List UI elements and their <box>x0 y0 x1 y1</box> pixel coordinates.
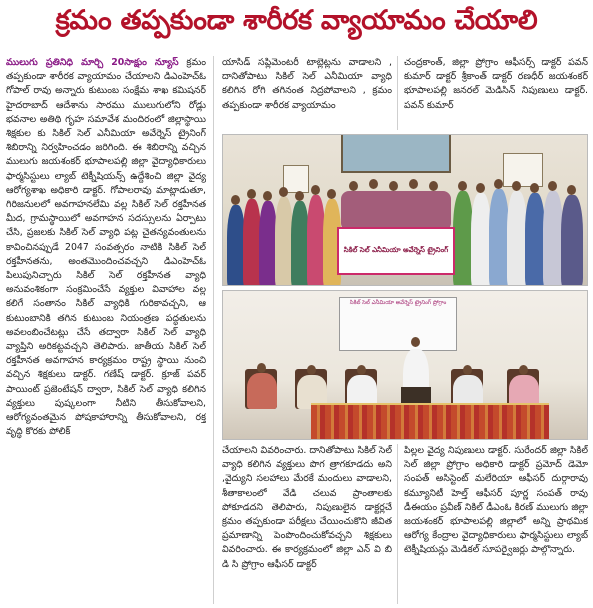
photo-person <box>453 191 473 286</box>
article-column-5 <box>404 444 588 604</box>
article-body-5: పిల్లల వైద్య నిపుణులు డాక్టర్. సురేందర్ జిల్లా సికిల్ సెల్ జిల్లా ప్రోగ్రాం అధికారి డాక్టర్ ప్రమోద్ డెమో సంపత్ అసిస్టెంట్ మలేరియా ఆఫీసర్ దుర్గారావు కమ్యూనిటీ హెల్త్ ఆఫీసర్ పూర్ణ సంపత్ రావు డీఈయం ప్రవీణ్ నికిల్ డీఎంఓ కిరణ్ ములుగు జిల్లా జయశంకర్ భూపాలపల్లి జిల్లాలో అన్ని ప్రాథమిక ఆరోగ్య కేంద్రాల వైద్యాధికారులు ఫార్మసిస్టులు ల్యాబ్ టెక్నీషియన్లు మెడికల్ సూపర్వైజర్లు పాల్గొన్నారు. <box>404 445 588 556</box>
photo-head <box>307 365 316 375</box>
photo-head <box>311 185 320 195</box>
photo-head <box>349 181 358 191</box>
photo-head <box>458 181 467 191</box>
photo-head <box>327 189 336 199</box>
photo-person <box>341 191 451 231</box>
photo-person <box>525 193 545 286</box>
photo-head <box>463 365 472 375</box>
stage-banner: సికిల్ సెల్ ఎనీమియా అవేర్నెస్ ట్రైనింగ్ ప్రోగ్రాం <box>339 297 457 351</box>
photo-head <box>409 179 418 189</box>
article-headline: క్రమం తప్పకుండా శారీరక వ్యాయామం చేయాలి <box>55 5 538 36</box>
photo-person <box>247 373 277 409</box>
column-divider <box>397 444 398 604</box>
photo-head <box>357 365 366 375</box>
photo-head <box>257 363 266 373</box>
photo-head <box>263 191 272 201</box>
dais-photo <box>222 290 588 440</box>
dais-table <box>311 403 549 440</box>
photo-head <box>519 365 528 375</box>
article-column-3 <box>404 56 588 130</box>
photo-person <box>507 191 527 286</box>
photo-head <box>548 181 557 191</box>
photo-head <box>231 195 240 205</box>
article-body-2: యాసిడ్ సప్లిమెంటరీ టాబ్లెట్లను వాడాలని , దానితోపాటు సికిల్ సెల్ ఎనీమియా వ్యాధి కలిగిన రోగి తగినంత నిద్రపోవాలని , క్రమం తప్పకుండా శారీరక వ్యాయామం <box>222 57 392 111</box>
photo-head <box>247 189 256 199</box>
article-column-1 <box>6 56 206 604</box>
photo-head <box>411 337 420 347</box>
photo-person <box>561 195 583 286</box>
photo-head <box>429 181 438 191</box>
photo-head <box>512 181 521 191</box>
photo-person <box>471 193 491 286</box>
photo-person <box>489 189 509 286</box>
column-divider <box>397 56 398 130</box>
photo-head <box>476 183 485 193</box>
photo-head <box>279 187 288 197</box>
photo-wall-board <box>503 153 543 187</box>
photo-head <box>369 179 378 189</box>
article-body-4: చేయాలని వివరించారు. దానితోపాటు సికిల్ సెల్ వ్యాధి కలిగిన వ్యక్తులు పొగ త్రాగకూడదు అని ,వైద్యుని సలహాలు మేరకే మందులు వాడాలని, శీతాకాలంలో వేడి చలువ ప్రాంతాలకు పోకూడదని తెలిపారు, నిపుణులైన డాక్టర్లచే క్రమం తప్పకుండా పరీక్షలు చేయించుకొని జీవిత ప్రమాణాన్ని పెంపొందించుకోవచ్చని శిక్షకులు వివరించారు. ఈ కార్యక్రమంలో జిల్లా ఎన్ వి బి డి సి ప్రోగ్రాం ఆఫీసర్ డాక్టర్ <box>222 445 392 570</box>
article-column-4 <box>222 444 392 604</box>
photo-person <box>543 191 563 286</box>
photo-head <box>567 185 576 195</box>
photo-banner: సికిల్ సెల్ ఎనీమియా అవేర్నెస్ ట్రైనింగ్ <box>337 227 455 275</box>
article-body-1: క్రమం తప్పకుండా శారీరక వ్యాయామం చేయాలని డిఎంహెచ్ఓ గోపాల్ రావు అన్నారు కుటుంబ సంక్షేమ శాఖ కమిషనర్ హైదరాబాద్ ఆదేశాను సారము ములుగులోని రోడ్లు భవనాల అతిథి గృహ సమావేశ మందిరంలో జిల్లాస్థాయి శిక్షకుల కు సికిల్ సెల్ ఎనీమియా అవేర్నెస్ ట్రైనింగ్ శిబిరాన్ని నిర్వహించడం జరిగింది. ఈ శిబిరాన్ని వచ్చిన ములుగు జయశంకర్ భూపాలపల్లి జిల్లా వైద్యాధికారులు ఫార్మసిస్టులు ల్యాబ్ టెక్నీషియన్స్ ఉద్దేశించి జిల్లా వైద్య ఆరోగ్యశాఖ అధికారి డాక్టర్. గోపాలరావు మాట్లాడుతూ, గిరిజనులలో అవగాహనలేమి వల్ల సికిల్ సెల్ రక్తహీనత మీద, గ్రామస్థాయిలో అవగాహన సదస్సులను ఏర్పాటు చేసి, ప్రజలకు సికిల్ సెల్ వ్యాధి పట్ల చైతన్యవంతులను కావించినప్పుడే 2047 సంవత్సరం నాటికి సికిల్ సెల్ రక్తహీనతను, అంతమొందించవచ్చని డిఎంహెచ్ఓ పిలుపునిచ్చారు సికిల్ సెల్ రక్తహీనత వ్యాధి అనువంశికంగా సంక్రమించేసే వ్యక్తుల వివాహాల వల్ల కలిగే సంతానం సికిల్ వ్యాధికి గురికావచ్చని, ఆ కుటుంబానికి తగిన కుటుంబ నియంత్రణ పద్ధతులను అవలంబించేటట్లు చేసే తద్వారా సికిల్ సెల్ వ్యాధి వ్యాప్తిని అరికట్టవచ్చని తెలిపారు. జాతీయ సికిల్ సెల్ రక్తహీనత అవగాహన కార్యక్రమం రాష్ట్ర స్థాయి నుంచి వచ్చిన శిక్షకులు డాక్టర్. గణేష్ డాక్టర్. క్రూజ్ పవర్ పాయింట్ ప్రజెంటేషన్ ద్వారా, సికిల్ సెల్ వ్యాధి కలిగిన వ్యక్తులు పుష్కలంగా నీటిని తీసుకోవాలని, ఆరోగ్యవంతమైన పోషకాహారాన్ని తీసుకోవాలని, రక్త వృద్ధి కొరకు పోలిక్ <box>6 57 206 438</box>
group-photo <box>222 134 588 286</box>
photo-head <box>295 191 304 201</box>
photo-head <box>494 179 503 189</box>
photo-head <box>530 183 539 193</box>
column-divider <box>213 56 214 604</box>
article-body-3: చంద్రకాంత్, జిల్లా ప్రోగ్రాం ఆఫీసర్స్ డాక్టర్ పవన్ కుమార్ డాక్టర్ శ్రీకాంత్ డాక్టర్ రణధీర్ జయశంకర్ భూపాలపల్లి జనరల్ మెడిసిన్ నిపుణులు డాక్టర్. పవన్ కుమార్ <box>404 57 588 111</box>
dateline: ములుగు ప్రతినిధి మార్చి 20సాక్షుం న్యూస్ <box>6 57 179 68</box>
photo-head <box>389 181 398 191</box>
photo-window <box>341 134 451 173</box>
article-column-2 <box>222 56 392 130</box>
